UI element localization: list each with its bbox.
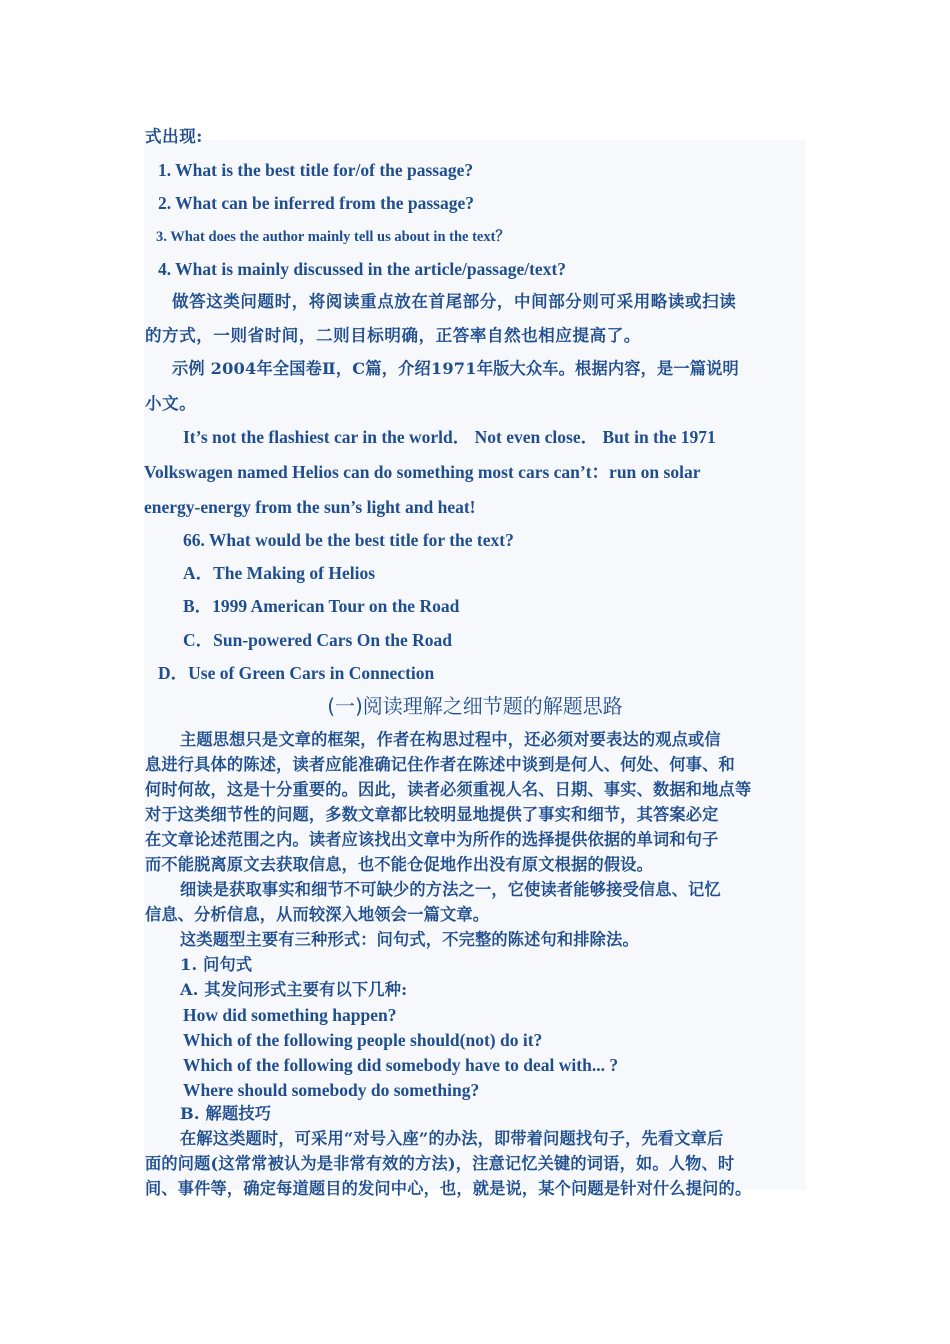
question-line: 3. What does the author mainly tell us about in the text？	[156, 229, 510, 245]
question-line: How did something happen?	[183, 1005, 397, 1025]
text-line: 面的问题(这常常被认为是非常有效的方法)，注意记忆关键的词语，如。人物、时	[145, 1154, 735, 1173]
text-line: 小文。	[145, 394, 197, 413]
question-line: 4. What is mainly discussed in the article/passage/text?	[158, 259, 567, 279]
text-line: 何时何故，这是十分重要的。因此，读者必须重视人名、日期、事实、数据和地点等	[145, 780, 752, 799]
option-line: C．Sun-powered Cars On the Road	[183, 630, 453, 650]
text-line: 主题思想只是文章的框架，作者在构思过程中，还必须对要表达的观点或信	[180, 730, 721, 749]
question-line: Where should somebody do something?	[183, 1080, 480, 1100]
text-line: 1. 问句式	[180, 955, 253, 974]
text-line: 做答这类问题时，将阅读重点放在首尾部分，中间部分则可采用略读或扫读	[172, 292, 737, 311]
option-line: A．The Making of Helios	[183, 563, 376, 583]
text-line: 在文章论述范围之内。读者应该找出文章中为所作的选择提供依据的单词和句子	[145, 830, 719, 849]
text-line: 在解这类题时，可采用“对号入座”的办法，即带着问题找句子，先看文章后	[180, 1129, 724, 1148]
passage-line: It’s not the flashiest car in the world． Not even close． But in the 1971	[183, 427, 716, 447]
option-line: B．1999 American Tour on the Road	[183, 596, 460, 616]
text-line: 息进行具体的陈述，读者应能准确记住作者在陈述中谈到是何人、何处、何事、和	[145, 755, 735, 774]
section-heading: (一)阅读理解之细节题的解题思路	[327, 694, 623, 718]
text-line: 细读是获取事实和细节不可缺少的方法之一，它使读者能够接受信息、记忆	[180, 880, 721, 899]
text-line: B. 解题技巧	[180, 1104, 272, 1123]
text-line: 这类题型主要有三种形式：问句式，不完整的陈述句和排除法。	[180, 930, 639, 949]
question-line: 1. What is the best title for/of the passage?	[158, 160, 474, 180]
text-line: A. 其发问形式主要有以下几种:	[180, 980, 408, 999]
question-line: 66. What would be the best title for the text?	[183, 530, 514, 550]
text-line: 式出现:	[145, 127, 203, 146]
passage-line: Volkswagen named Helios can do something most cars can’t：run on solar	[144, 462, 701, 482]
passage-line: energy-energy from the sun’s light and heat!	[144, 497, 476, 517]
question-line: Which of the following people should(not) do it?	[183, 1030, 543, 1050]
option-line: D．Use of Green Cars in Connection	[158, 663, 435, 683]
text-line: 示例 2004年全国卷Ⅱ，C篇，介绍1971年版大众车。根据内容，是一篇说明	[172, 359, 739, 378]
text-line: 的方式，一则省时间，二则目标明确，正答率自然也相应提高了。	[145, 326, 641, 345]
text-line: 而不能脱离原文去获取信息，也不能仓促地作出没有原文根据的假设。	[145, 855, 654, 874]
text-line: 间、事件等，确定每道题目的发问中心，也，就是说，某个问题是针对什么提问的。	[145, 1179, 752, 1198]
text-line: 对于这类细节性的问题，多数文章都比较明显地提供了事实和细节，其答案必定	[145, 805, 719, 824]
text-line: 信息、分析信息，从而较深入地领会一篇文章。	[145, 905, 490, 924]
question-line: Which of the following did somebody have to deal with... ?	[183, 1055, 619, 1075]
question-line: 2. What can be inferred from the passage?	[158, 193, 474, 213]
